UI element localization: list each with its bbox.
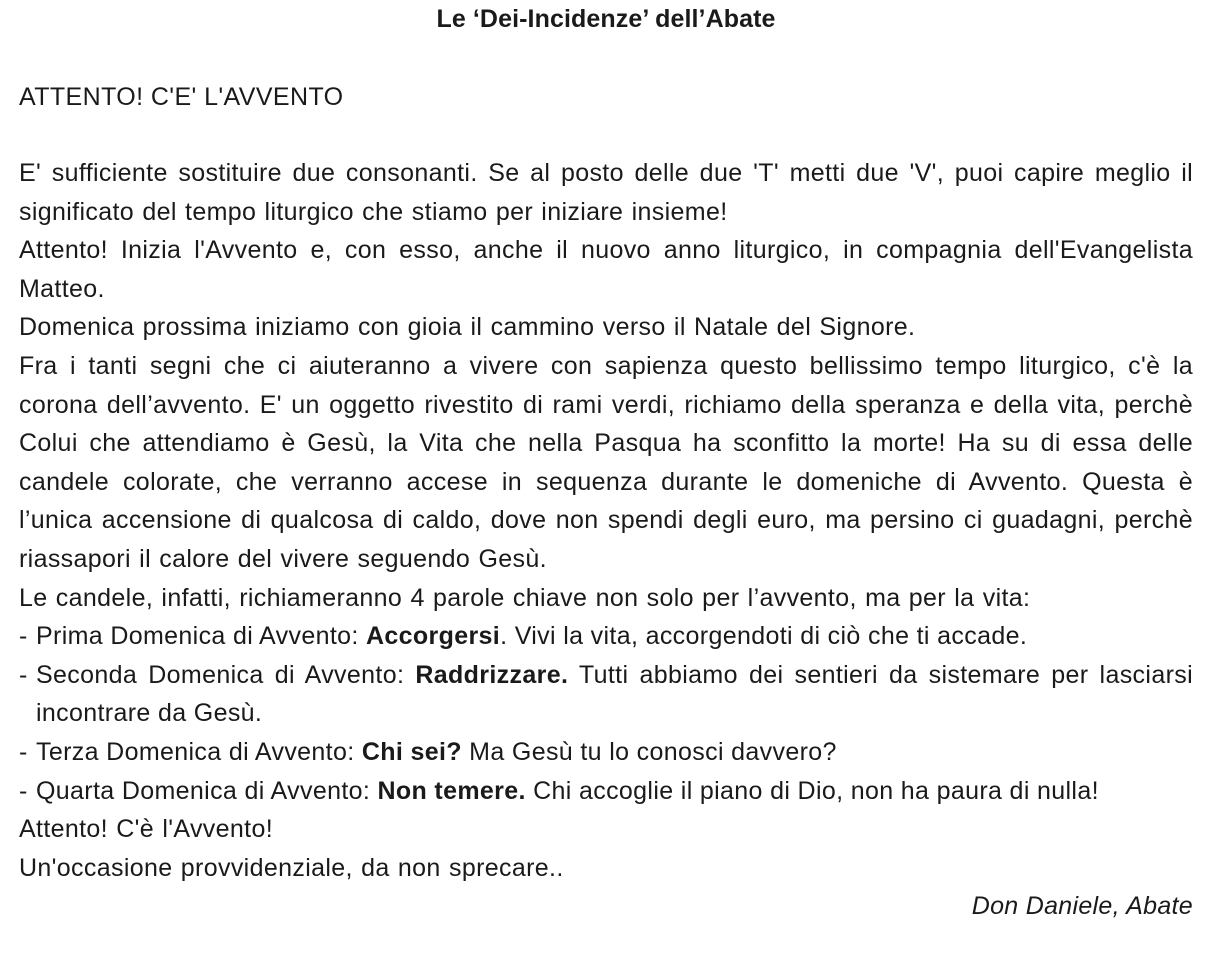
list-item-text: Chi accoglie il piano di Dio, non ha paura di nulla! [525, 776, 1099, 805]
paragraph: Domenica prossima iniziamo con gioia il cammino verso il Natale del Signore. [19, 313, 916, 342]
list-item [19, 617, 1193, 656]
list-item-text: Ma Gesù tu lo conosci davvero? [461, 737, 837, 766]
dash-bullet: - [19, 622, 28, 651]
list-item-lead: Terza Domenica di Avvento: [36, 737, 362, 766]
section-heading: ATTENTO! C'E' L'AVVENTO [19, 83, 344, 111]
list-item-text: Tutti abbiamo dei sentieri da sistemare per lasciarsi incontrare da Gesù. [36, 660, 1193, 728]
dash-bullet: - [19, 660, 28, 689]
document-page [19, 0, 1193, 925]
list-item [19, 656, 1193, 733]
paragraph: Attento! Inizia l'Avvento e, con esso, anche il nuovo anno liturgico, in compagnia dell'Evangelista Matteo. [19, 236, 1193, 303]
key-word: Chi sei? [361, 737, 462, 766]
page-title: Le ‘Dei-Incidenze’ dell’Abate [436, 5, 776, 33]
key-word: Non temere. [377, 776, 526, 805]
signature: Don Daniele, Abate [971, 892, 1193, 921]
list-item-lead: Quarta Domenica di Avvento: [36, 776, 378, 805]
closing-line: Attento! C'è l'Avvento! [19, 815, 273, 844]
key-word: Accorgersi [365, 622, 501, 651]
list-item [19, 772, 1193, 811]
paragraph: Fra i tanti segni che ci aiuteranno a vivere con sapienza questo bellissimo tempo liturgico, c'è la corona dell’avvento. E' un oggetto rivestito di rami verdi, richiamo della speranza e della vita, perchè Colui che attendiamo è Gesù, la Vita che nella Pasqua ha sconfitto la morte! Ha su di essa delle candele colorate, che verranno accese in sequenza durante le domeniche di Avvento. Questa è l’unica accensione di qualcosa di caldo, dove non spendi degli euro, ma persino ci guadagni, perchè riassapori il calore del vivere seguendo Gesù. [19, 351, 1193, 573]
paragraph: E' sufficiente sostituire due consonanti. Se al posto delle due 'T' metti due 'V', puoi capire meglio il significato del tempo liturgico che stiamo per iniziare insieme! [19, 159, 1193, 226]
key-word: Raddrizzare. [415, 660, 569, 689]
dash-bullet: - [19, 776, 28, 805]
list-item-lead: Prima Domenica di Avvento: [36, 622, 366, 651]
list-item-text: . Vivi la vita, accorgendoti di ciò che ti accade. [500, 622, 1028, 651]
dash-bullet: - [19, 737, 28, 766]
list-item-lead: Seconda Domenica di Avvento: [36, 660, 416, 689]
closing-line: Un'occasione provvidenziale, da non sprecare.. [19, 853, 564, 882]
paragraph: Le candele, infatti, richiameranno 4 parole chiave non solo per l’avvento, ma per la vita: [19, 583, 1031, 612]
list-item [19, 733, 1193, 772]
